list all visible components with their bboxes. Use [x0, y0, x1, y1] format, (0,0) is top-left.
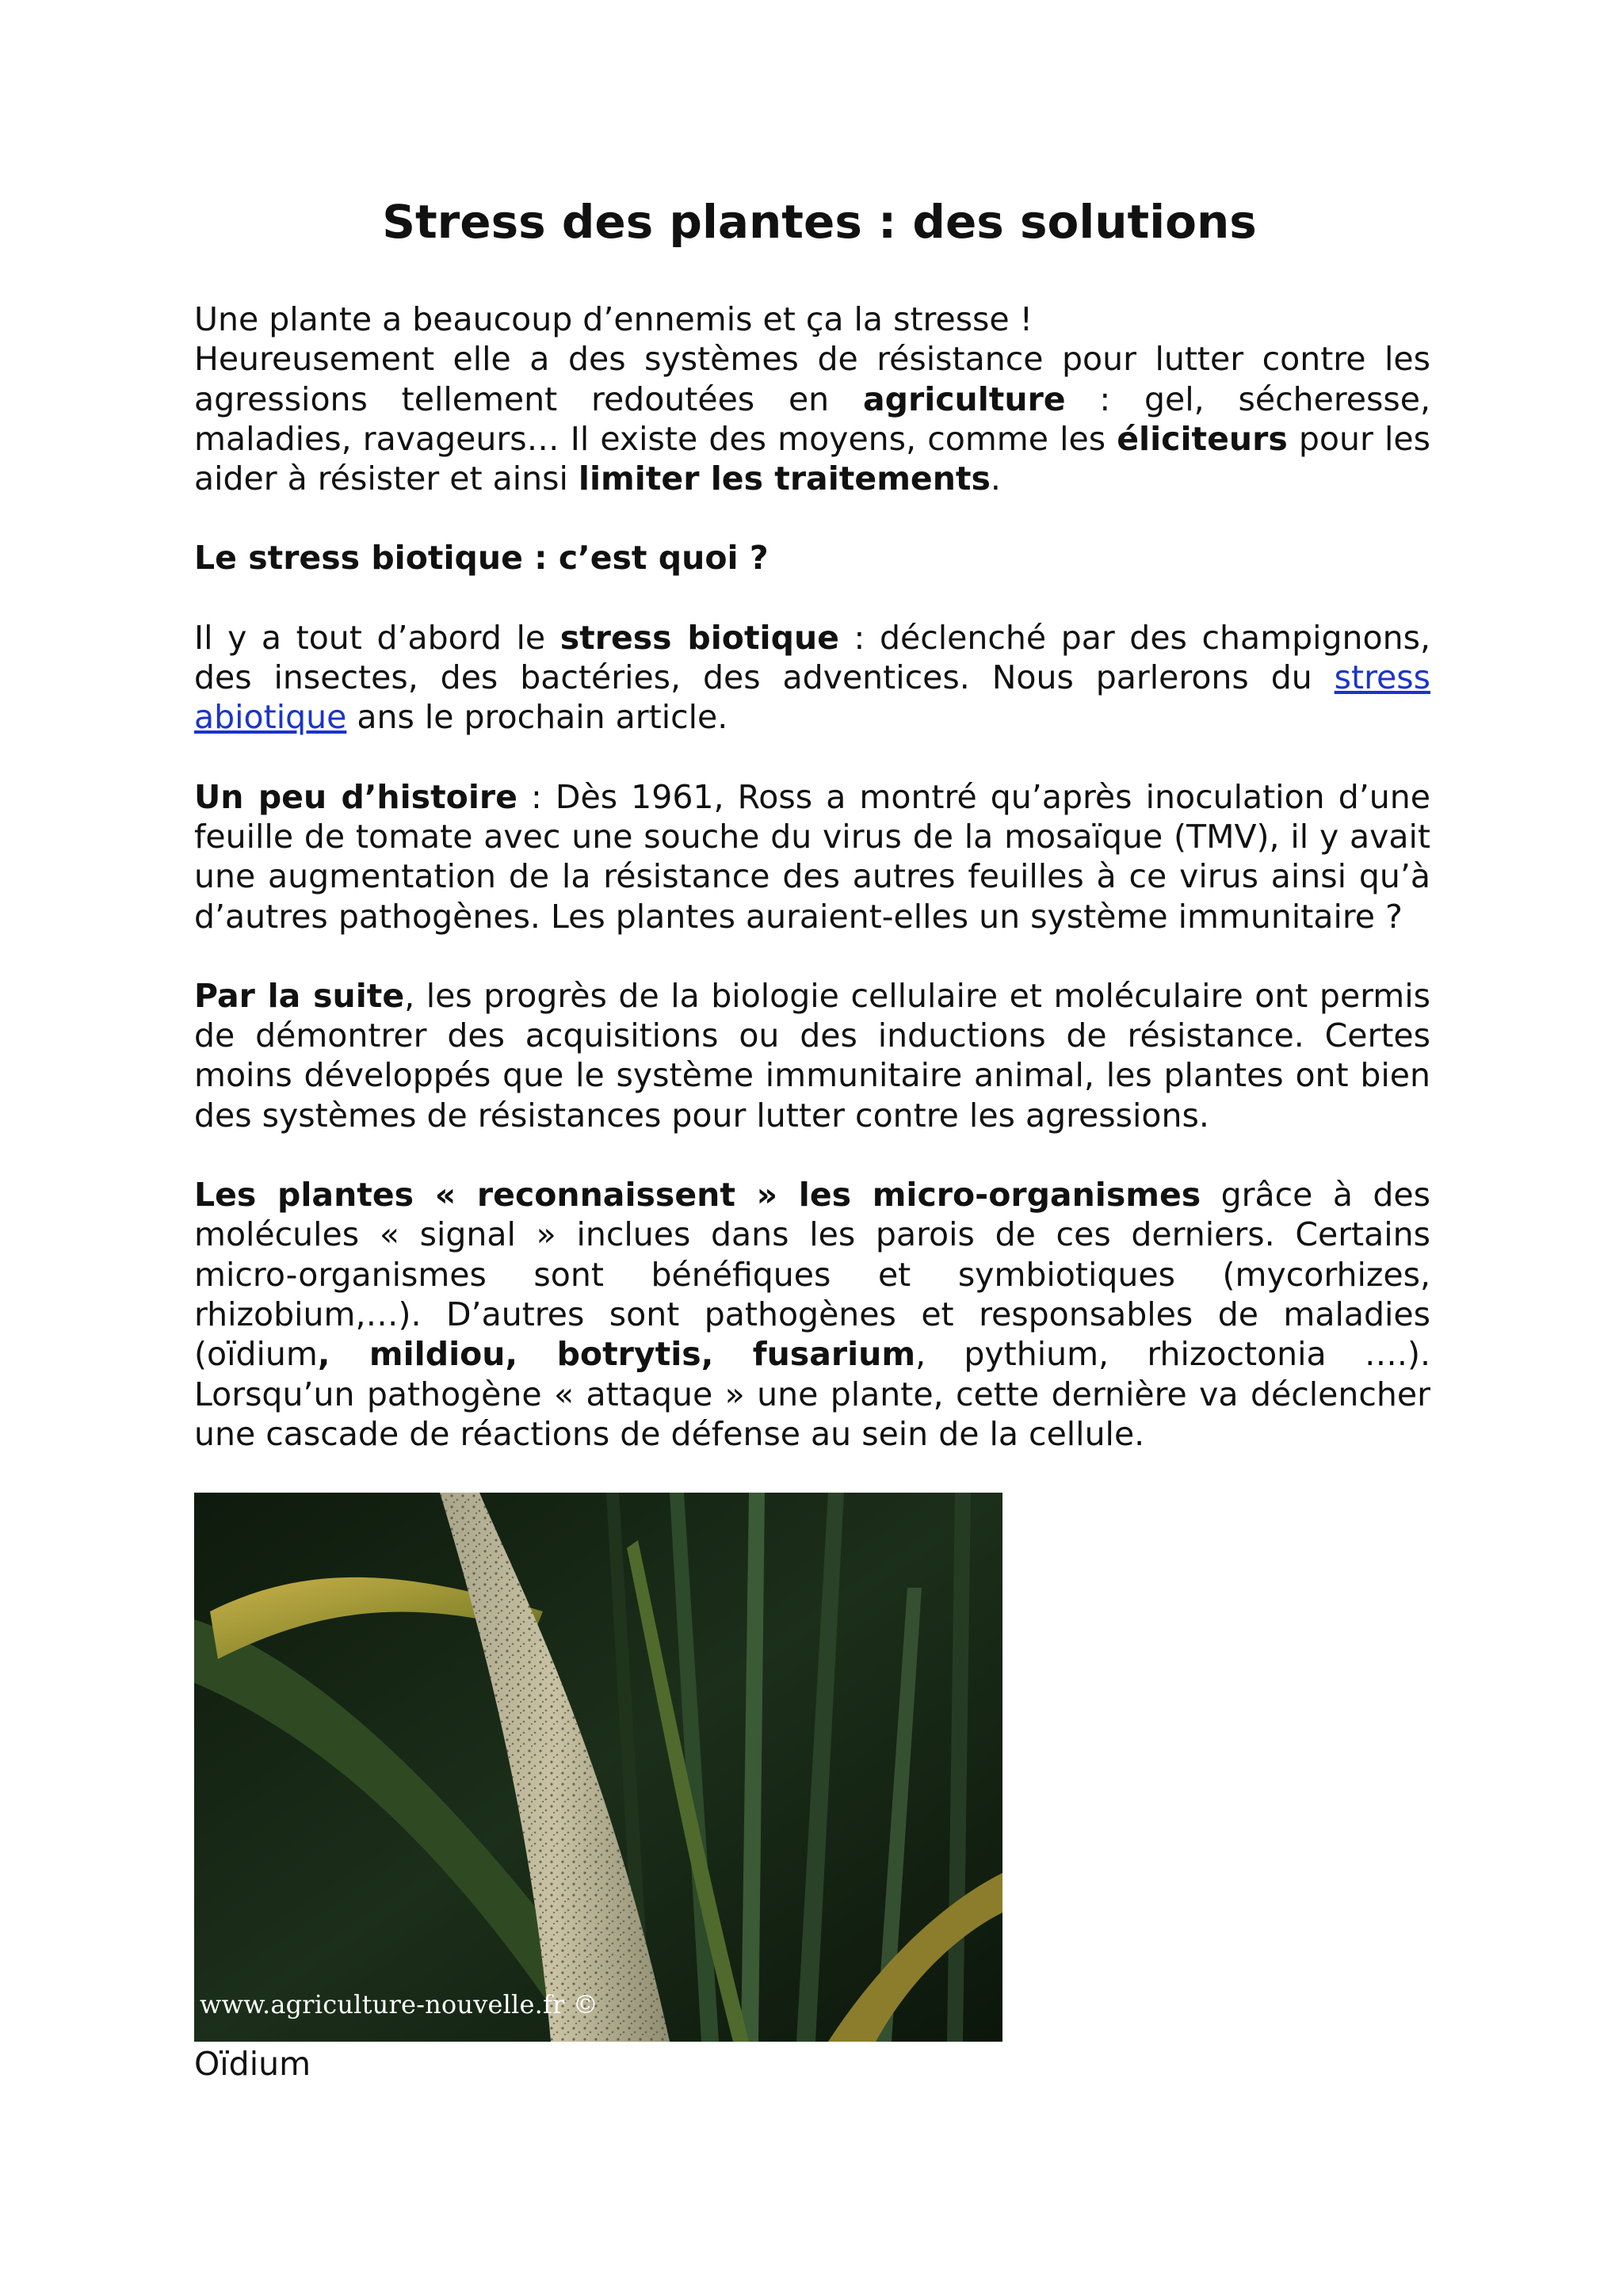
- biotique-text-2: : déclenché par des champignons, des insectes, des bactéries, des adventices. Nous parlerons du: [194, 618, 1430, 697]
- intro-bold-agriculture: agriculture: [862, 379, 1066, 418]
- intro-text-2: Heureusement elle a des systèmes de résistance pour lutter contre les agressions tellement redoutées en: [194, 340, 1430, 418]
- oidium-photo: [194, 1493, 1002, 2042]
- histoire-text: : Dès 1961, Ross a montré qu’après inoculation d’une feuille de tomate avec une souche du virus de la mosaïque (TMV), il y avait une augmentation de la résistance des autres feuilles à ce virus ainsi qu’à d’autres pathogènes. Les plantes auraient-elles un système immunitaire ?: [194, 777, 1430, 936]
- section-heading-text: Le stress biotique : c’est quoi ?: [194, 539, 769, 578]
- biotique-bold: stress biotique: [559, 618, 839, 657]
- reconnaissance-text-1: grâce à des molécules « signal » inclues dans les parois de ces derniers. Certains micro-organismes sont bénéfiques et symbiotiques (mycorhizes, rhizobium,…). D’autres sont pathogènes et responsables de maladies (oïdium: [194, 1176, 1431, 1374]
- spacer: [194, 498, 1430, 538]
- reconnaissance-text-2: , pythium, rhizoctonia ….). Lorsqu’un pathogène « attaque » une plante, cette dernière va déclencher une cascade de réactions de défense au sein de la cellule.: [194, 1335, 1430, 1453]
- suite-bold: Par la suite: [194, 976, 405, 1015]
- spacer: [194, 1135, 1430, 1175]
- suite-text: , les progrès de la biologie cellulaire et moléculaire ont permis de démontrer des acquisitions ou des inductions de résistance. Certes moins développés que le système immunitaire animal, les plantes ont bien des systèmes de résistances pour lutter contre les agressions.: [194, 976, 1430, 1135]
- biotique-text-1: Il y a tout d’abord le: [194, 618, 560, 657]
- image-caption: Oïdium: [194, 2045, 311, 2083]
- intro-text-3: : gel, sécheresse, maladies, ravageurs… Il existe des moyens, comme les: [194, 379, 1430, 458]
- biotique-paragraph: [194, 618, 1430, 738]
- suite-paragraph: [194, 976, 1430, 1135]
- spacer: [194, 578, 1430, 618]
- histoire-paragraph: [194, 777, 1430, 936]
- intro-text-5: .: [990, 460, 1001, 498]
- page-title: Stress des plantes : des solutions: [382, 195, 1257, 249]
- spacer: [194, 738, 1430, 777]
- intro-line: [194, 299, 1430, 339]
- section-heading: [194, 538, 1430, 578]
- intro-paragraph: [194, 339, 1430, 498]
- intro-text-4: pour les aider à résister et ainsi: [194, 419, 1430, 498]
- intro-text-1: Une plante a beaucoup d’ennemis et ça la stresse !: [194, 300, 1033, 338]
- reconnaissance-bold-1: Les plantes « reconnaissent » les micro-organismes: [194, 1176, 1201, 1215]
- histoire-bold: Un peu d’histoire: [194, 777, 517, 816]
- biotique-text-3: ans le prochain article.: [346, 698, 728, 737]
- reconnaissance-bold-2: , mildiou, botrytis, fusarium: [317, 1335, 916, 1374]
- article-body: [194, 299, 1430, 1454]
- stress-abiotique-link[interactable]: stress abiotique: [194, 658, 1430, 737]
- spacer: [194, 936, 1430, 976]
- leaf-illustration: [194, 1493, 1002, 2042]
- reconnaissance-paragraph: [194, 1175, 1430, 1454]
- photo-watermark: www.agriculture-nouvelle.fr ©: [200, 1989, 599, 2019]
- intro-bold-traitements: limiter les traitements: [578, 460, 991, 498]
- intro-bold-eliciteurs: éliciteurs: [1117, 419, 1288, 458]
